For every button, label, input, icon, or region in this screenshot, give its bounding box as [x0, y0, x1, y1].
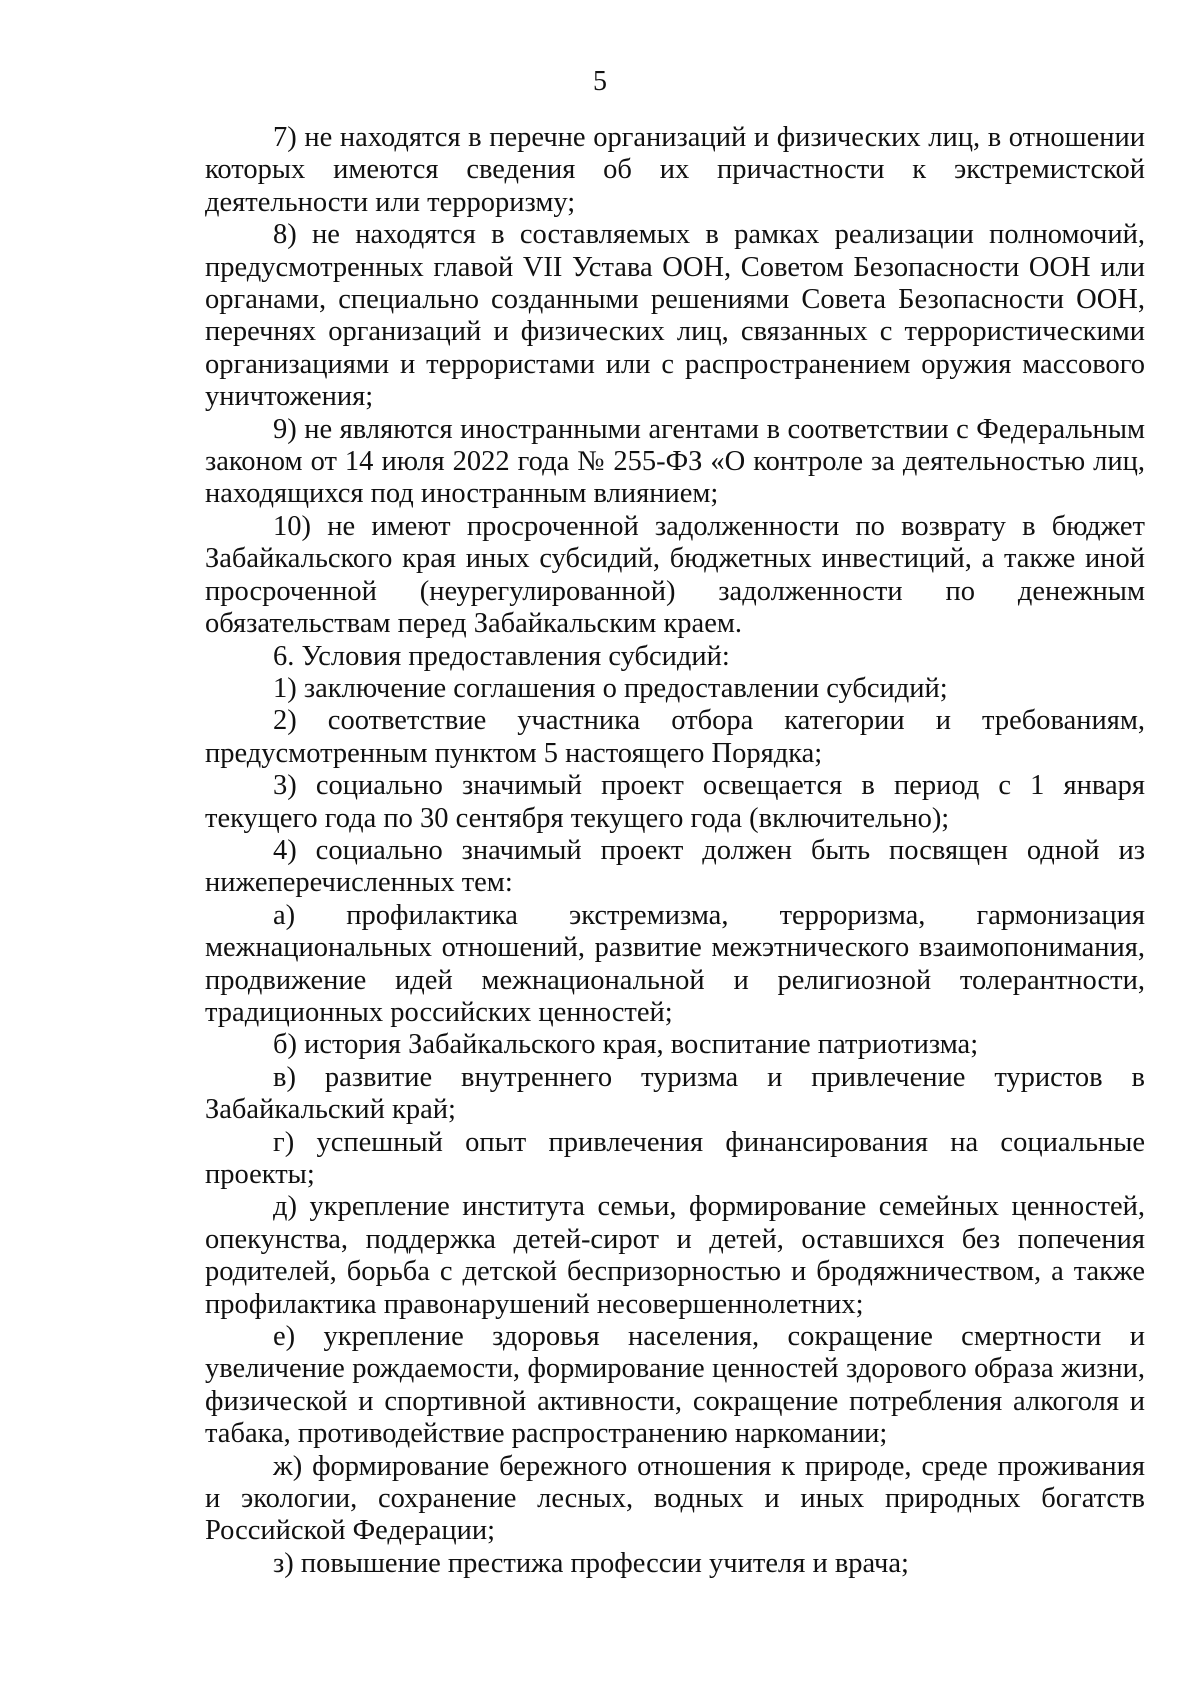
topic-item-a: а) профилактика экстремизма, терроризма, гармонизация межнациональных отношений, развитие межэтнического взаимопонимания, продвижение идей межнациональной и религиозной толерантности, традиционных российских ценностей;: [205, 899, 1145, 1028]
condition-item-3: 3) социально значимый проект освещается в период с 1 января текущего года по 30 сентября текущего года (включительно);: [205, 770, 1145, 834]
topic-item-zh: ж) формирование бережного отношения к природе, среде проживания и экологии, сохранение лесных, водных и иных природных богатств Российской Федерации;: [205, 1450, 1145, 1547]
topic-item-d: д) укрепление института семьи, формирование семейных ценностей, опекунства, поддержка детей-сирот и детей, оставшихся без попечения родителей, борьба с детской беспризорностью и бродяжничеством, а также профилактика правонарушений несовершеннолетних;: [205, 1191, 1145, 1320]
topic-item-z: з) повышение престижа профессии учителя и врача;: [273, 1547, 909, 1579]
paragraph-item-8: 8) не находятся в составляемых в рамках реализации полномочий, предусмотренных главой VII Устава ООН, Советом Безопасности ООН или органами, специально созданными решениями Совета Безопасности ООН, перечнях организаций и физических лиц, связанных с террористическими организациями и террористами или с распространением оружия массового уничтожения;: [205, 219, 1145, 413]
topic-item-b: б) история Забайкальского края, воспитание патриотизма;: [273, 1029, 979, 1061]
paragraph-item-9: 9) не являются иностранными агентами в соответствии с Федеральным законом от 14 июля 2022 года № 255-ФЗ «О контроле за деятельностью лиц, находящихся под иностранным влиянием;: [205, 413, 1145, 510]
section-heading-conditions: 6. Условия предоставления субсидий:: [273, 640, 730, 672]
condition-item-1: 1) заключение соглашения о предоставлении субсидий;: [273, 672, 948, 704]
paragraph-item-7: 7) не находятся в перечне организаций и физических лиц, в отношении которых имеются сведения об их причастности к экстремистской деятельности или терроризму;: [205, 122, 1145, 218]
document-body: [205, 122, 1145, 1580]
condition-item-2: 2) соответствие участника отбора категории и требованиям, предусмотренным пунктом 5 настоящего Порядка;: [205, 705, 1145, 769]
topic-item-v: в) развитие внутреннего туризма и привлечение туристов в Забайкальский край;: [205, 1061, 1145, 1126]
condition-item-4: 4) социально значимый проект должен быть посвящен одной из нижеперечисленных тем:: [205, 834, 1145, 899]
topic-item-e: е) укрепление здоровья населения, сокращение смертности и увеличение рождаемости, формирование ценностей здорового образа жизни, физической и спортивной активности, сокращение потребления алкоголя и табака, противодействие распространению наркомании;: [205, 1321, 1145, 1450]
page-number: 5: [593, 66, 607, 97]
paragraph-item-10: 10) не имеют просроченной задолженности по возврату в бюджет Забайкальского края иных субсидий, бюджетных инвестиций, а также иной просроченной (неурегулированной) задолженности по денежным обязательствам перед Забайкальским краем.: [205, 510, 1145, 640]
topic-item-g: г) успешный опыт привлечения финансирования на социальные проекты;: [205, 1126, 1145, 1190]
